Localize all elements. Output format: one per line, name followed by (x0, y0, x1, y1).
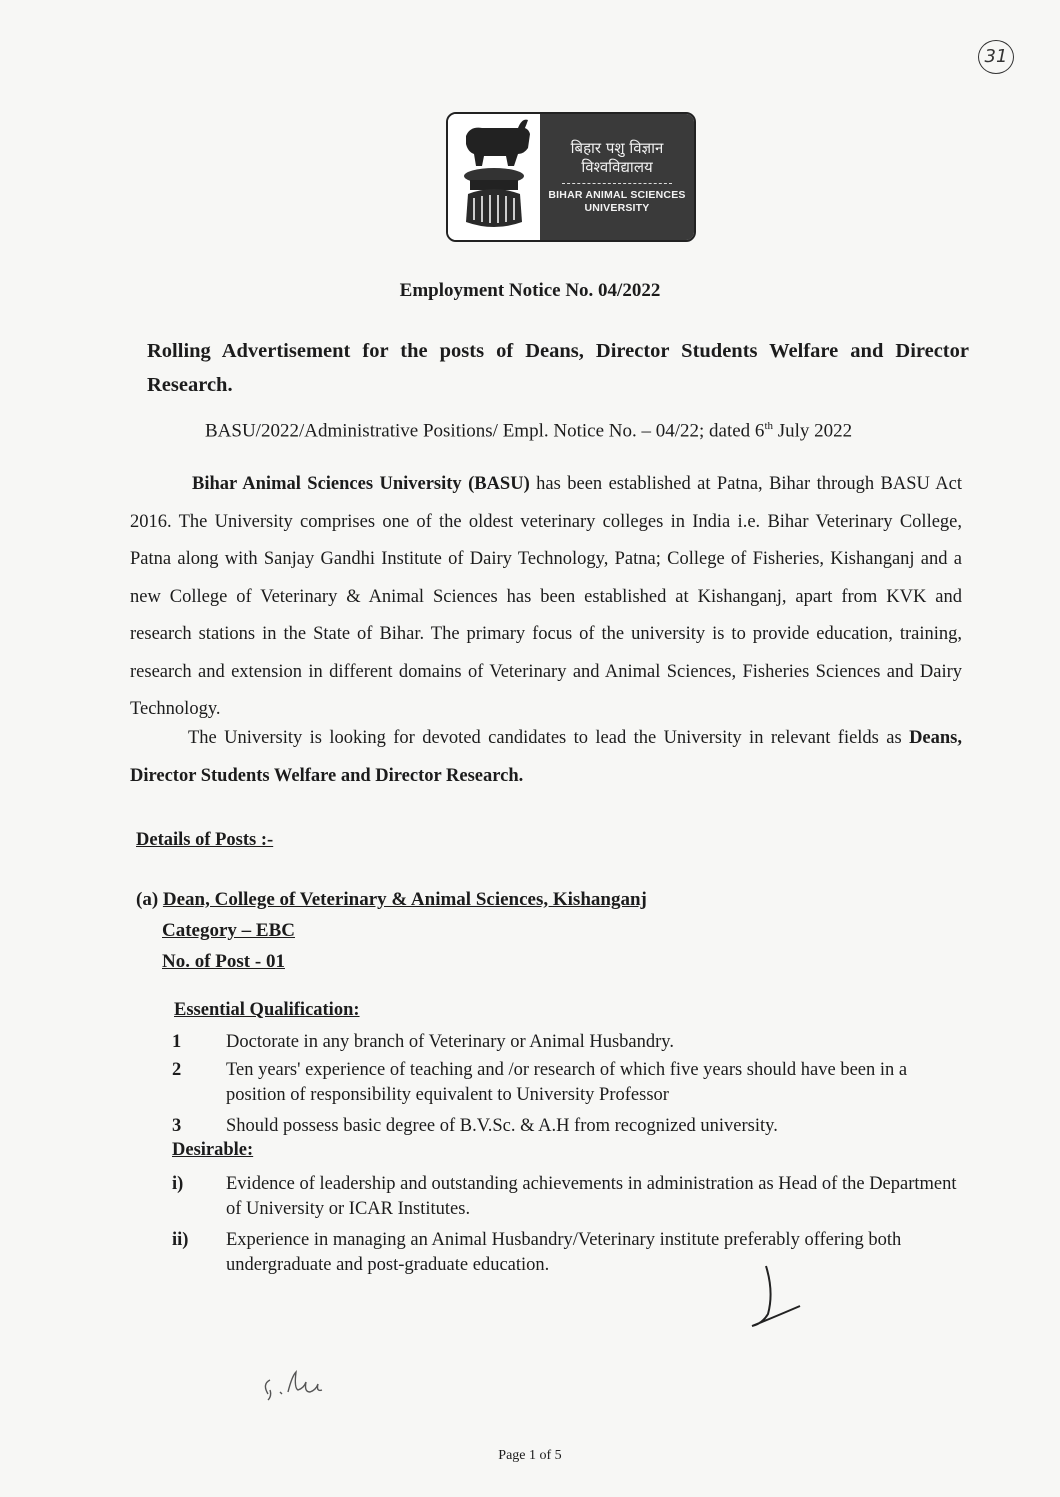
advertisement-title: Rolling Advertisement for the posts of Deans, Director Students Welfare and Director Research. (147, 340, 969, 396)
logo-text-panel (540, 114, 694, 240)
item-number: 2 (172, 1060, 182, 1080)
university-logo (446, 112, 696, 242)
list-item (172, 1058, 962, 1108)
list-item (172, 1030, 962, 1055)
logo-divider (562, 183, 672, 184)
reference-sup: th (764, 420, 773, 432)
post-count: No. of Post - 01 (162, 951, 285, 972)
item-number: i) (172, 1174, 184, 1194)
item-number: ii) (172, 1230, 189, 1250)
item-text: Ten years' experience of teaching and /or research of which five years should have been in a position of responsibility equivalent to University Professor (226, 1060, 908, 1105)
handwritten-signature (258, 1362, 368, 1412)
item-text: Evidence of leadership and outstanding achievements in administration as Head of the Department of University or ICAR Institutes. (226, 1174, 957, 1219)
logo-hindi-line2: विश्वविद्यालय (581, 158, 653, 176)
desirable-heading: Desirable: (172, 1140, 254, 1160)
post-prefix: (a) (136, 889, 163, 910)
logo-english-line1: BIHAR ANIMAL SCIENCES (548, 189, 686, 201)
item-number: 1 (172, 1032, 182, 1052)
positions-list: Deans, Director Students Welfare and Director Research. (130, 728, 962, 786)
page-footer: Page 1 of 5 (498, 1448, 562, 1463)
post-details (136, 884, 647, 977)
list-item (172, 1228, 962, 1278)
intro-text: has been established at Patna, Bihar through BASU Act 2016. The University comprises one of the oldest veterinary colleges in India i.e. Bihar Veterinary College, Patna along with Sanjay Gandhi Institute of Dairy Technology, Patna; College of Fisheries, Kishanganj and a new College of Veterinary & Animal Sciences has been established at Kishanganj, apart from KVK and research stations in the State of Bihar. The primary focus of the university is to provide education, training, research and extension in different domains of Veterinary and Animal Sciences, Fisheries Sciences and Dairy Technology. (130, 474, 962, 719)
notice-heading: Employment Notice No. 04/2022 (399, 280, 661, 301)
reference-end: July 2022 (773, 420, 853, 442)
reference-line (205, 420, 975, 442)
item-text: Experience in managing an Animal Husbandry/Veterinary institute preferably offering both undergraduate and post-graduate education. (226, 1230, 902, 1275)
logo-english-line2: UNIVERSITY (584, 202, 650, 214)
item-text: Doctorate in any branch of Veterinary or Animal Husbandry. (226, 1032, 674, 1052)
purpose-text: The University is looking for devoted candidates to lead the University in relevant fields as (188, 728, 910, 748)
intro-paragraph (130, 466, 962, 729)
university-name: Bihar Animal Sciences University (BASU) (192, 474, 530, 494)
post-category: Category – EBC (162, 920, 295, 941)
reference-main: BASU/2022/Administrative Positions/ Empl. Notice No. – 04/22; dated 6 (205, 420, 765, 442)
list-item (172, 1172, 962, 1222)
purpose-paragraph (130, 720, 962, 795)
bull-emblem-icon (448, 114, 540, 240)
handwritten-tick-mark (748, 1262, 808, 1332)
details-heading: Details of Posts :- (136, 830, 274, 850)
list-item (172, 1114, 962, 1139)
item-text: Should possess basic degree of B.V.Sc. & A.H from recognized university. (226, 1116, 778, 1136)
page-mark-annotation: 31 (978, 40, 1014, 74)
essential-qualification-heading: Essential Qualification: (174, 1000, 360, 1020)
post-title: Dean, College of Veterinary & Animal Sciences, Kishanganj (162, 889, 647, 910)
logo-hindi-line1: बिहार पशु विज्ञान (570, 139, 664, 157)
item-number: 3 (172, 1116, 182, 1136)
